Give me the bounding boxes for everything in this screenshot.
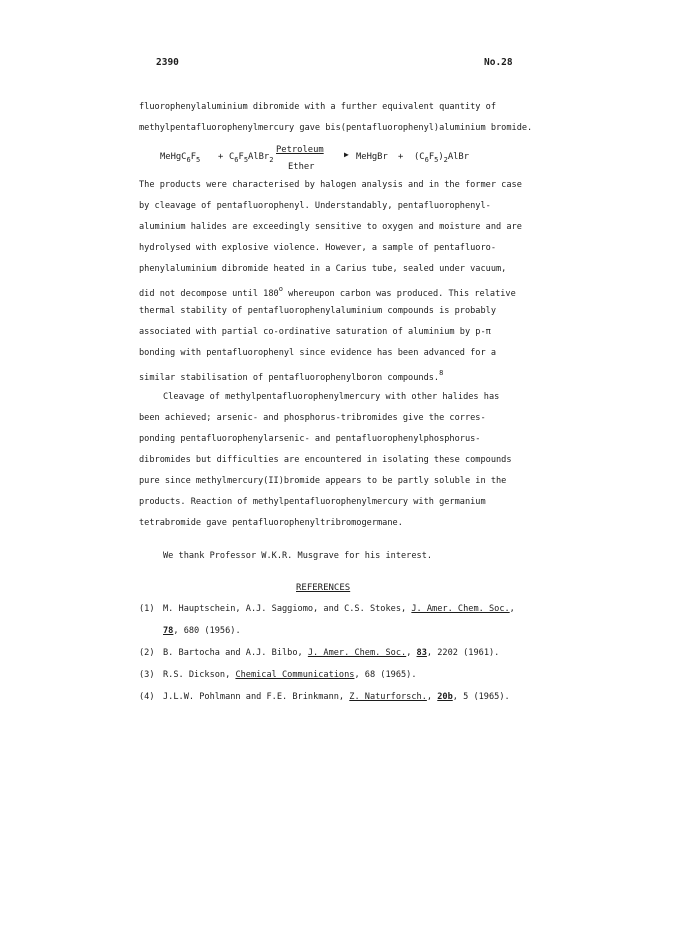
product-2: $(C_6F_5)_2AlBr$: [414, 152, 470, 164]
text-line: associated with partial co-ordinative saturation of aluminium by p-π: [139, 327, 491, 337]
plus-sign: +: [218, 152, 224, 162]
reactant-2: $C_6F_5AlBr_2$: [229, 152, 274, 164]
text-line: ponding pentafluorophenylarsenic- and pentafluorophenylphosphorus-: [139, 434, 481, 444]
acknowledgement: We thank Professor W.K.R. Musgrave for his interest.: [163, 551, 433, 561]
reference-superscript: 8: [439, 369, 444, 377]
reactant-1: $MeHgC_6F_5$: [160, 152, 201, 164]
text-line: pure since methylmercury(II)bromide appears to be partly soluble in the: [139, 476, 507, 486]
text-line: Cleavage of methylpentafluorophenylmercury with other halides has: [163, 392, 500, 402]
text-line: The products were characterised by halogen analysis and in the former case: [139, 180, 522, 190]
reference-item: (2) B. Bartocha and A.J. Bilbo, J. Amer. Chem. Soc., 83, 2202 (1961).: [139, 648, 500, 658]
text-line: hydrolysed with explosive violence. However, a sample of pentafluoro-: [139, 243, 496, 253]
product-1: MeHgBr: [356, 152, 388, 162]
text-line: tetrabromide gave pentafluorophenyltribromogermane.: [139, 518, 403, 528]
reference-item: (3) R.S. Dickson, Chemical Communications, 68 (1965).: [139, 670, 417, 680]
text-line: thermal stability of pentafluorophenylaluminium compounds is probably: [139, 306, 496, 316]
reference-item: (1) M. Hauptschein, A.J. Saggiomo, and C.S. Stokes, J. Amer. Chem. Soc.,: [139, 604, 515, 614]
solvent-label-top: Petroleum: [276, 145, 324, 155]
text-line: aluminium halides are exceedingly sensitive to oxygen and moisture and are: [139, 222, 522, 232]
text-line: fluorophenylaluminium dibromide with a further equivalent quantity of: [139, 102, 496, 112]
reference-item: (4) J.L.W. Pohlmann and F.E. Brinkmann, Z. Naturforsch., 20b, 5 (1965).: [139, 692, 510, 702]
reaction-arrow-icon: ▶: [344, 150, 349, 159]
text-line: dibromides but difficulties are encountered in isolating these compounds: [139, 455, 512, 465]
text-line: methylpentafluorophenylmercury gave bis(pentafluorophenyl)aluminium bromide.: [139, 123, 533, 133]
text-line: products. Reaction of methylpentafluorophenylmercury with germanium: [139, 497, 486, 507]
reaction-equation: [160, 145, 530, 174]
reference-continuation: 78, 680 (1956).: [163, 626, 241, 636]
journal-issue: No.28: [484, 57, 513, 68]
plus-sign-2: +: [398, 152, 404, 162]
text-line: been achieved; arsenic- and phosphorus-tribromides give the corres-: [139, 413, 486, 423]
text-line: similar stabilisation of pentafluorophenylboron compounds.$^8$: [139, 369, 444, 383]
degree-superscript: o: [278, 285, 283, 293]
solvent-label-bottom: Ether: [288, 162, 315, 172]
text-line: bonding with pentafluorophenyl since evidence has been advanced for a: [139, 348, 496, 358]
text-line: by cleavage of pentafluorophenyl. Understandably, pentafluorophenyl-: [139, 201, 491, 211]
text-line: did not decompose until 180$^o$ whereupon carbon was produced. This relative: [139, 285, 516, 299]
text-line: phenylaluminium dibromide heated in a Carius tube, sealed under vacuum,: [139, 264, 507, 274]
references-heading: REFERENCES: [296, 583, 351, 593]
page-number: 2390: [156, 57, 179, 68]
